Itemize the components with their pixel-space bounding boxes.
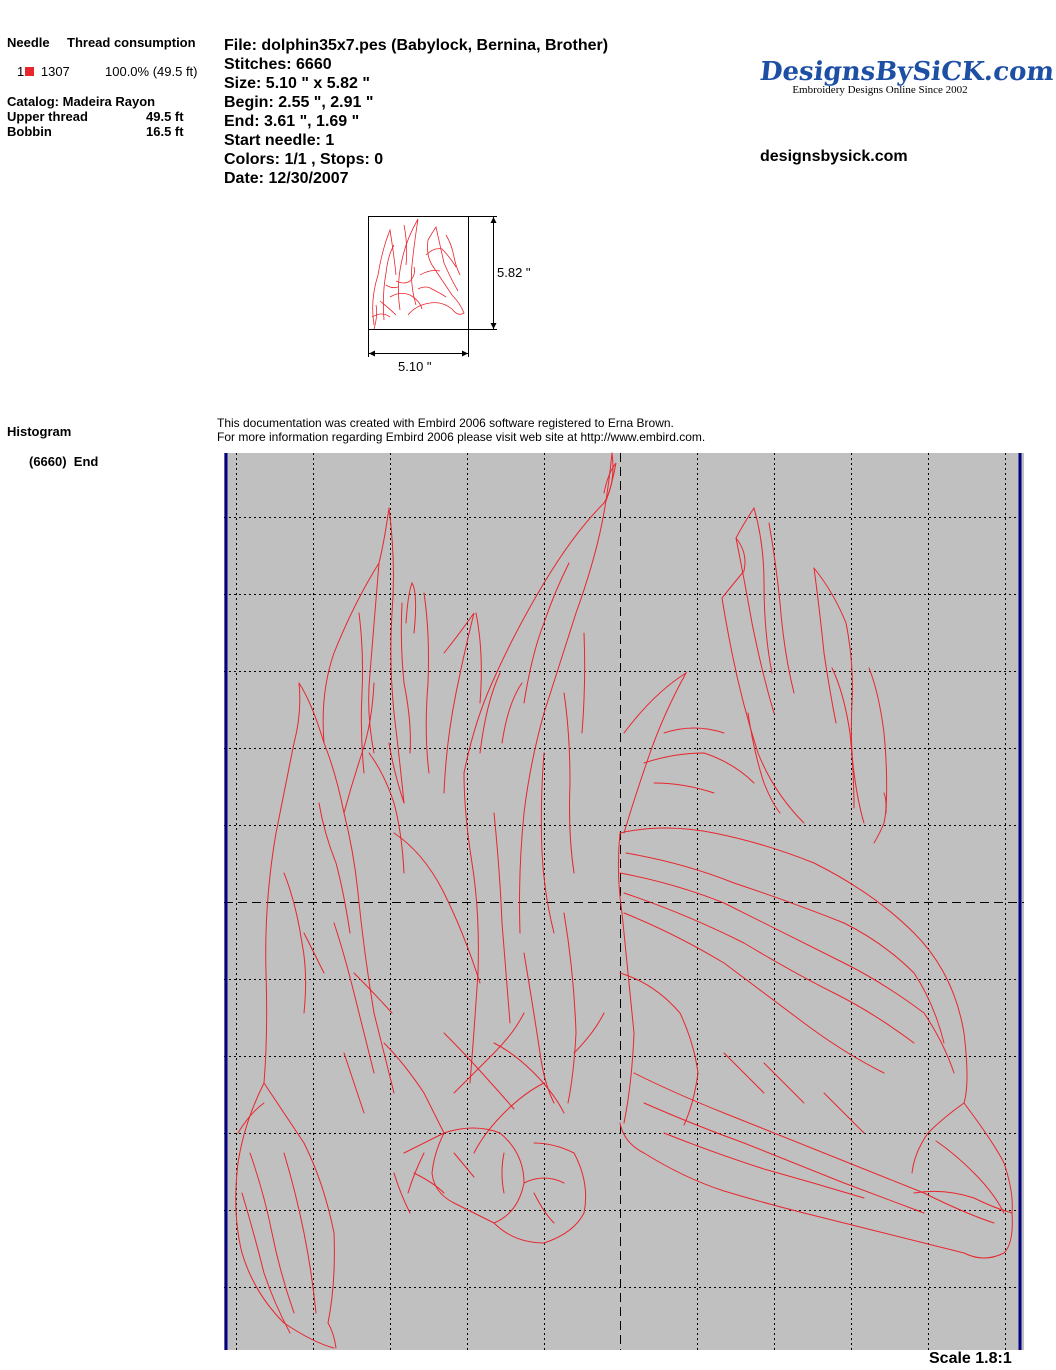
logo-tagline: Embroidery Designs Online Since 2002 [792, 84, 968, 96]
histogram-label: Histogram [7, 424, 72, 439]
website-url: designsbysick.com [760, 148, 908, 165]
upper-thread-value: 49.5 ft [146, 109, 184, 124]
height-arrow-bottom-icon [491, 323, 497, 329]
needle-row [17, 64, 70, 79]
width-arrow-left-icon [369, 351, 375, 357]
stitch-count: Stitches: 6660 [224, 56, 332, 73]
scale-label: Scale 1.8:1 [929, 1350, 1012, 1367]
height-arrow-top-icon [491, 217, 497, 223]
design-info [224, 36, 608, 188]
brand-logo [758, 57, 1056, 96]
thread-consumption-value: 100.0% (49.5 ft) [105, 64, 198, 79]
bobbin-label: Bobbin [7, 124, 52, 139]
design-size: Size: 5.10 " x 5.82 " [224, 75, 370, 92]
design-canvas [224, 453, 1024, 1350]
needle-number: 1 [17, 64, 25, 79]
histogram-entry: (6660) End [29, 454, 99, 469]
upper-thread-label: Upper thread [7, 109, 88, 124]
logo-wordmark: DesignsBySiCK.com [758, 57, 1056, 87]
thread-consumption-header: Thread consumption [67, 35, 196, 50]
width-arrow-right-icon [462, 351, 468, 357]
thread-code: 1307 [40, 64, 70, 79]
end-position: End: 3.61 ", 1.69 " [224, 113, 360, 130]
bobbin-value: 16.5 ft [146, 124, 184, 139]
catalog-label: Catalog: Madeira Rayon [7, 94, 156, 109]
canvas-background [224, 453, 1024, 1350]
file-name: File: dolphin35x7.pes (Babylock, Bernina, Brother) [224, 37, 609, 54]
design-thumbnail [360, 205, 560, 380]
begin-position: Begin: 2.55 ", 2.91 " [224, 94, 374, 111]
needle-header: Needle [7, 35, 50, 50]
doc-note-line-2: For more information regarding Embird 2006 please visit web site at http://www.embird.com. [217, 430, 706, 444]
height-dimension-label: 5.82 " [497, 265, 531, 280]
colors-stops: Colors: 1/1 , Stops: 0 [224, 151, 384, 168]
start-needle: Start needle: 1 [224, 132, 335, 149]
thread-color-swatch [25, 67, 34, 76]
width-dimension-label: 5.10 " [398, 359, 432, 374]
doc-note-line-1: This documentation was created with Embird 2006 software registered to Erna Brown. [217, 416, 674, 430]
design-date: Date: 12/30/2007 [224, 170, 349, 187]
